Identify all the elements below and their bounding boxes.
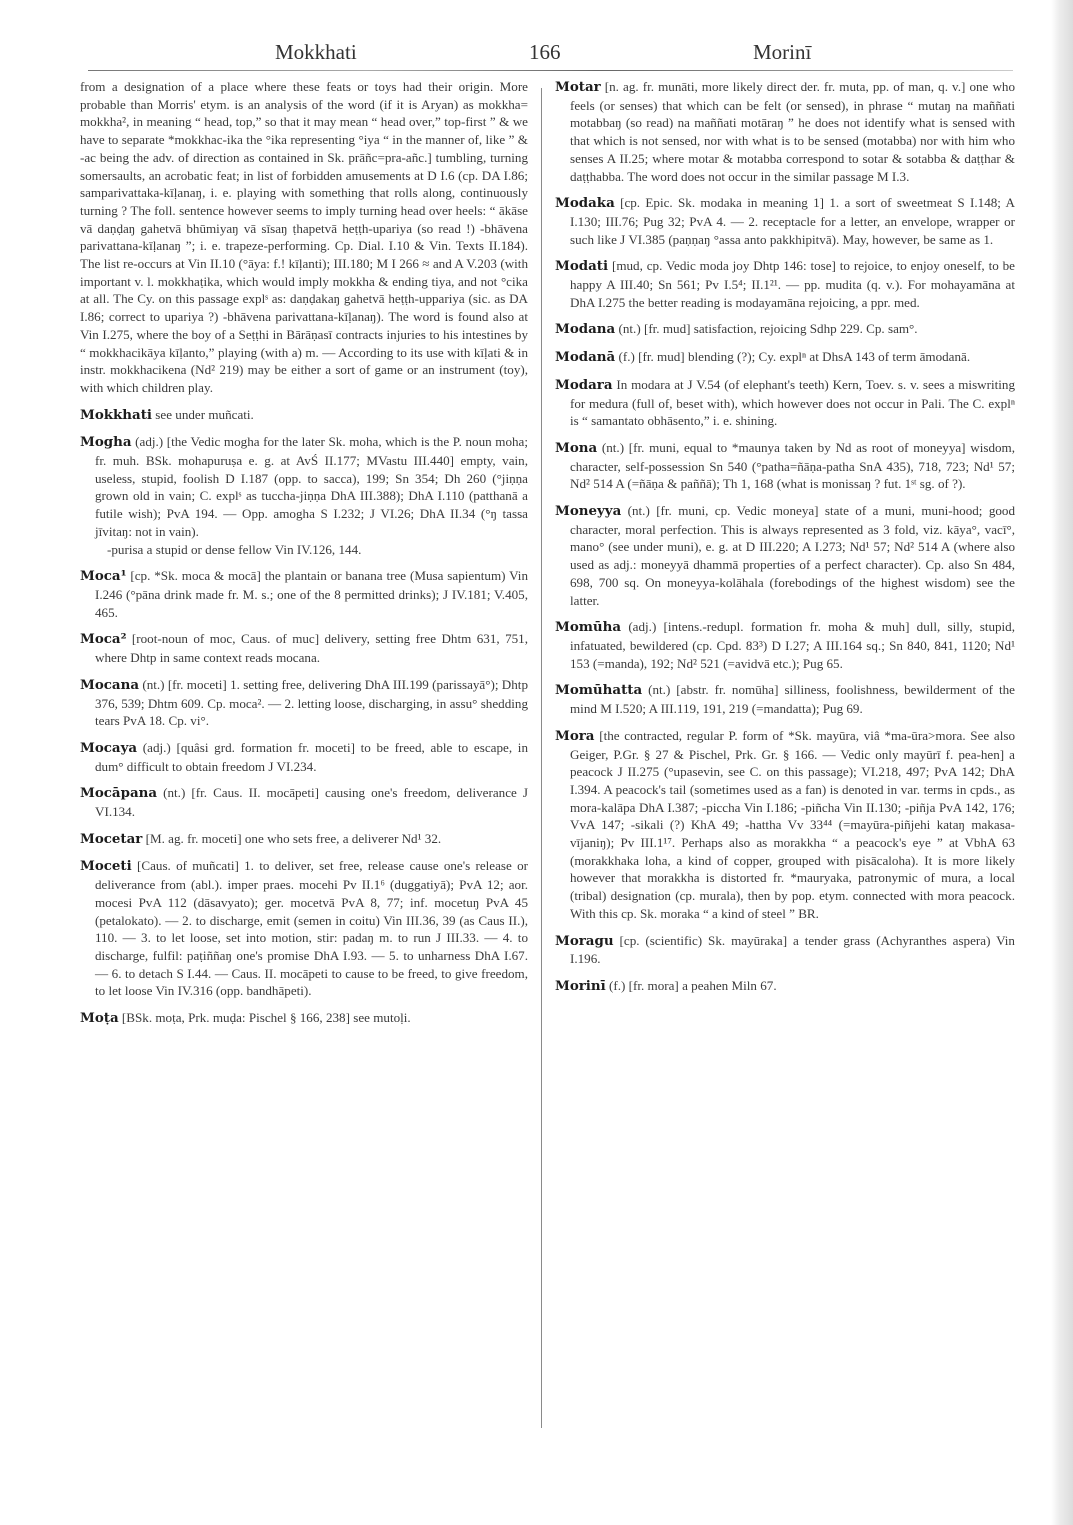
entry-headword: Moṭa (80, 1010, 119, 1027)
left-entries (80, 406, 528, 1028)
entry-headword: Mokkhati (80, 406, 152, 423)
dictionary-entry (80, 567, 528, 621)
entry-body: from a designation of a place where these feats or toys had their origin. More probable than Morris' etym. is an analysis of the word (if it is Aryan) as mokkha= mokkha², in meaning “ head, top,” so that it may mean “ head over,” top-first ” & we have to separate *mokkhac-ika the °ika representing °iya “ in the manner of, like ” & -ac being the adv. of direction as contained in Sk. prāñc=pra-añc.] tumbling, turning somersaults, an acrobatic feat; in list of forbidden amusements at D I.6 (cp. DA I.86; samparivattaka-kīḷanaŋ, i. e. playing with something that rolls along, continuously turning ? The foll. sentence however seems to imply turning head over heels: “ ākāse vā daṇḍaŋ gahetvā bhūmiyaŋ vā sīsaŋ ṭhapetvā heṭṭh-upariya (so read !) -bhāvena parivattana-kīḷanaŋ ”; i. e. trapeze-performing. Cp. Dial. I.10 & Vin. Texts II.184). The list re-occurs at Vin II.10 (°āya: f.! kīḷanti); III.180; M I 266 ≈ and A V.203 (with important v. l. mokkhaṭika, which would imply mokkha & ending tiya, and not °cika at all. The Cy. on this passage explˢ as: daṇḍakaŋ gahetvā heṭṭh-uppariya (sic. as DA I.86; correct to upariya ?) -bhāvena parivattana-kīḷanaŋ). The word is found also at Vin I.275, where the boy of a Seṭṭhi in Bārāṇasī contracts injuries to his intestines by “ mokkhacikāya kīḷanto,” playing (with a) m. — According to its use with kīḷati & in instr. mokkhacikena (Nd² 219) may be either a sort of game or an instrument (toy), with which children play. (80, 79, 528, 395)
entry-body: [mud, cp. Vedic moda joy Dhtp 146: tose] to rejoice, to enjoy oneself, to be happy A III.40; Sn 561; Pv I.5⁴; II.1²¹. — pp. mudita (q. v.). For mohayamāna at DhA I.275 the better reading is modayamāna rejoicing, a ppr. med. (570, 258, 1015, 310)
header-rule (88, 70, 1013, 71)
entry-headword: Modana (555, 321, 616, 338)
page-number: 166 (529, 40, 561, 64)
entry-headword: Mogha (80, 434, 132, 451)
entry-headword: Modara (555, 376, 613, 393)
dictionary-entry (80, 857, 528, 1000)
dictionary-entry (555, 78, 1015, 185)
dictionary-entry (555, 376, 1015, 430)
entry-body: (nt.) [fr. muni, cp. Vedic moneya] state of a muni, muni-hood; good character, moral perfection. This is always represented as 3 fold, viz. kāya°, vacī°, mano° (see under muni), e. g. at D III.220; A I.273; Nd¹ 57; Nd² 514 A (where also used as adj.: moneyyā dhammā properties of a perfect character). Cp. also Sn 484, 698, 700 sq. On moneyya-kolāhala (forebodings of the highest wisdom) see the latter. (570, 503, 1016, 608)
entry-body: [BSk. moṭa, Prk. muḍa: Pischel § 166, 238] see mutoḷi. (121, 1010, 411, 1026)
dictionary-entry (555, 932, 1015, 968)
entry-body: (nt.) [fr. moceti] 1. setting free, delivering DhA III.199 (parissayā°); Dhtp 376, 539; Dhtm 609. Cp. moca². — 2. letting loose, discharging, in assu° shedding tears PvA 18. Cp. vi°. (95, 676, 528, 729)
entry-body: (f.) [fr. mora] a peahen Miln 67. (609, 977, 777, 993)
entry-body: (adj.) [the Vedic mogha for the later Sk. moha, which is the P. noun moha; fr. muh. BSk. mohapuruṣa e. g. at AvŚ II.177; MVastu III.440] empty, vain, useless, stupid, foolish D I.187 (opp. to sacca), 199; Sn 354; Dh 260 (°jiṇṇa grown old in vain; C. explˢ as tuccha-jiṇṇa DhA III.388); DhA I.110 (patthanā a futile wish); PvA 194. — Opp. amogha S I.232; J VI.26; DhA II.34 (°ŋ tassa jīvitaŋ: not in vain). (95, 434, 529, 539)
entry-body: (nt.) [fr. mud] satisfaction, rejoicing Sdhp 229. Cp. sam°. (618, 321, 918, 337)
entry-headword: Moragu (555, 932, 614, 949)
entry-headword: Motar (555, 79, 601, 95)
entry-headword: Momūhatta (555, 682, 643, 699)
entry-headword: Momūha (555, 619, 622, 636)
entry-body: [the contracted, regular P. form of *Sk. mayūra, viâ *ma-ūra>mora. See also Geiger, P.Gr. § 27 & Pischel, Prk. Gr. § 166. — Vedic only mayūrī f. pea-hen] a peacock J II.275 (°upasevin, see C. on this passage); VI.218, 497; PvA 142; DhA I.394. A peacock's tail (sometimes used as a fan) is denoted in var. terms in cpds., as mora-kalāpa DhA I.387; -piccha Vin I.186; -piñcha Vin II.130; -piñja PvA 142, 176; VvA 147; -sikali (?) KhA 49; -hattha Vv 33⁴⁴ (=mayūra-piñjehi kataŋ makasa-vījaniŋ); Pv III.1¹⁷. Perhaps also as morakkha “ a peacock's eye ” at VbhA 63 (morakkhaka loha, a kind of copper, grouped with pisācaloha). It is more likely however that morakkha is distorted fr. *mauryaka, patronymic of mura, a local (tribal) designation (cp. murala), then by pop. etym. connected with mora peacock. With this cp. Sk. moraka “ a kind of steel ” BR. (570, 727, 1015, 921)
entry-continuation (80, 78, 528, 397)
dictionary-entry (555, 257, 1015, 311)
dictionary-entry (555, 348, 1015, 367)
entry-body: [root-noun of moc, Caus. of muc] delivery, setting free Dhtm 631, 751, where Dhtp in same context reads mocana. (95, 631, 528, 666)
dictionary-entry (80, 830, 528, 849)
entry-body: (adj.) [quâsi grd. formation fr. moceti] to be freed, able to escape, in dum° difficult to obtain freedom J VI.234. (95, 739, 528, 774)
right-entries (555, 78, 1015, 996)
dictionary-entry (80, 433, 528, 558)
entry-body: (nt.) [fr. muni, equal to *maunya taken by Nd as root of moneyya] wisdom, character, self-possession Sn 540 (°patha=ñāṇa-patha SnA 435), 718, 723; Nd¹ 57; Nd² 514 A (=ñāṇa & paññā); Th 1, 168 (what is monissaŋ ? fut. 1ˢᵗ sg. of ?). (570, 439, 1015, 492)
dictionary-entry (555, 320, 1015, 339)
entry-headword: Moneyya (555, 503, 622, 520)
dictionary-entry (555, 977, 1015, 996)
entry-body: see under muñcati. (155, 406, 254, 422)
entry-headword: Moca¹ (80, 568, 127, 585)
dictionary-entry (555, 194, 1015, 248)
entry-body: [cp. (scientific) Sk. mayūraka] a tender grass (Achyranthes aspera) Vin I.196. (570, 932, 1015, 967)
entry-headword: Moca² (80, 631, 127, 648)
entry-body: [n. ag. fr. munāti, more likely direct der. fr. muta, pp. of man, q. v.] one who feels (or senses) that which can be felt (or sensed), in phrase “ mutaŋ na maññati motabbaŋ (so read) na maññati motāraŋ ” he does not identify what is sensed with that which is not sensed, nor with what is to be sensed (motabba) nor with him who senses A II.25; where motar & motabba correspond to sotar & sotabba & daṭṭhar & daṭṭhabba. The word does not occur in the similar passage M I.3. (570, 79, 1015, 184)
guide-word-first: Mokkhati (275, 40, 357, 64)
entry-headword: Mocetar (80, 830, 143, 847)
entry-headword: Moceti (80, 858, 132, 875)
dictionary-entry (555, 502, 1015, 609)
entry-subentry: -purisa a stupid or dense fellow Vin IV.126, 144. (107, 541, 362, 557)
entry-headword: Mona (555, 439, 598, 456)
running-head (0, 36, 1073, 66)
guide-word-last: Morinī (753, 40, 812, 64)
entry-body: (adj.) [intens.-redupl. formation fr. moha & muh] dull, silly, stupid, infatuated, bewildered (cp. Cpd. 83³) D I.27; A III.164 sq.; Sn 840, 841, 1120; Nd¹ 153 (=manda), 192; Nd² 521 (=avidvā etc.); Pug 65. (570, 619, 1016, 671)
right-column (555, 78, 1015, 1005)
entry-headword: Morinī (555, 977, 606, 994)
entry-body: In modara at J V.54 (of elephant's teeth) Kern, Toev. s. v. sees a miswriting for medura (full of, beset with), which however does not occur in Pali. The C. explⁿ is “ samantato obhāsento,” i. e. shining. (570, 376, 1015, 429)
dictionary-entry (80, 1009, 528, 1028)
dictionary-entry (80, 784, 528, 820)
dictionary-entry (555, 618, 1015, 672)
entry-headword: Modati (555, 258, 609, 275)
entry-headword: Mora (555, 727, 595, 744)
dictionary-entry (80, 630, 528, 666)
entry-body: [cp. *Sk. moca & mocā] the plantain or banana tree (Musa sapientum) Vin I.246 (°pāna drink made fr. M. s.; one of the 8 permitted drinks); J IV.181; V.405, 465. (95, 568, 528, 620)
entry-headword: Mocāpana (80, 785, 158, 802)
entry-headword: Mocana (80, 676, 139, 693)
entry-body: [cp. Epic. Sk. modaka in meaning 1] 1. a sort of sweetmeat S I.148; A I.130; III.76; Pug 32; PvA 4. — 2. receptacle for a letter, an envelope, wrapper or such like J VI.385 (paṇṇaŋ °assa anto pakkhipitvā). May, however, be same as 1. (570, 195, 1015, 247)
dictionary-entry (555, 727, 1015, 923)
entry-body: (f.) [fr. mud] blending (?); Cy. explⁿ at DhsA 143 of term āmodanā. (618, 349, 971, 365)
entry-body: (nt.) [abstr. fr. nomūha] silliness, foolishness, bewilderment of the mind M I.520; A III.119, 191, 219 (=mandatta); Pug 69. (570, 682, 1015, 717)
dictionary-entry (555, 439, 1015, 493)
entry-headword: Modaka (555, 195, 615, 212)
entry-body: [Caus. of muñcati] 1. to deliver, set free, release cause one's release or deliverance from (abl.). imper praes. mocehi Pv II.1⁶ (duggatiyā); PvA 12; aor. mocesi PvA 112 (dāsavyato); ger. mocetvā PvA 8, 77; inf. mocetuŋ PvA 45 (petalokato). — 2. to discharge, emit (semen in coitu) Vin III.36, 39 (as Caus II.), 110. — 3. to let loose, set into motion, stir: padaŋ m. to run J III.33. — 4. to discharge, fulfil: paṭiññaŋ one's promise DhA I.93. — 5. to unharness DhA I.67. — 6. to detach S I.44. — Caus. II. mocāpeti to cause to be freed, to give freedom, to let loose Vin IV.316 (opp. bandhāpeti). (95, 858, 529, 999)
entry-headword: Modanā (555, 349, 616, 366)
dictionary-entry (555, 681, 1015, 717)
dictionary-entry (80, 676, 528, 730)
entry-body: (nt.) [fr. Caus. II. mocāpeti] causing one's freedom, deliverance J VI.134. (95, 785, 529, 820)
entry-headword: Mocaya (80, 739, 138, 756)
entry-body: [M. ag. fr. moceti] one who sets free, a deliverer Nd¹ 32. (145, 830, 442, 846)
column-divider (541, 88, 542, 1428)
dictionary-entry (80, 739, 528, 775)
page-edge-shadow (1051, 0, 1073, 1525)
dictionary-entry (80, 406, 528, 425)
left-column (80, 78, 528, 1037)
